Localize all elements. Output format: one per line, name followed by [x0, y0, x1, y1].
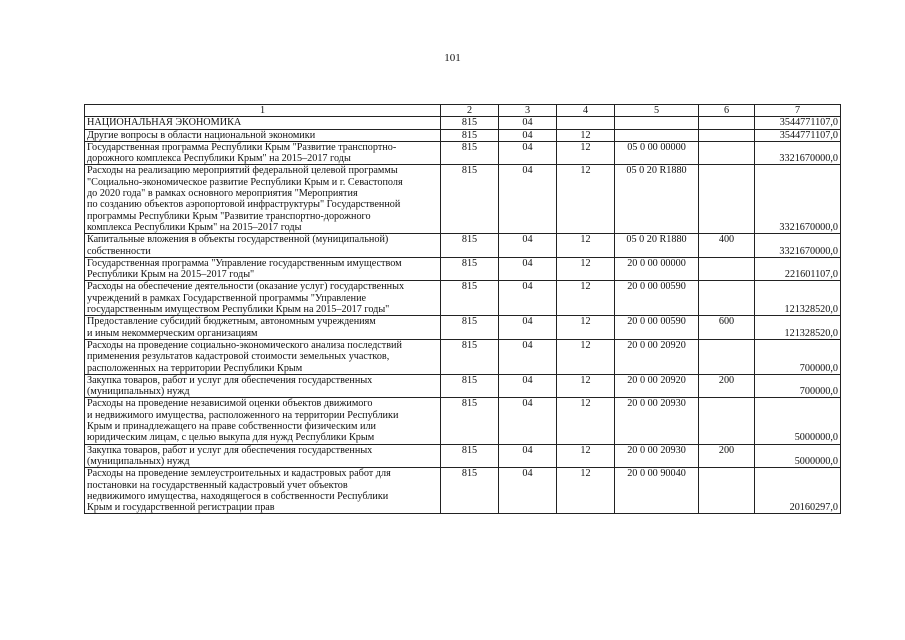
row-c4-cell: 12 — [557, 316, 615, 340]
row-c2-cell: 815 — [441, 374, 499, 398]
row-c3-cell: 04 — [499, 141, 557, 165]
table-row — [85, 257, 841, 281]
header-cell: 2 — [441, 105, 499, 117]
row-c4-cell: 12 — [557, 444, 615, 468]
row-c2-cell: 815 — [441, 444, 499, 468]
row-description-cell: Государственная программа "Управление государственным имуществом Республики Крым на 2015–2017 годы" — [85, 257, 441, 281]
row-c2-cell: 815 — [441, 234, 499, 258]
row-c2-cell: 815 — [441, 165, 499, 234]
header-cell: 4 — [557, 105, 615, 117]
table-row — [85, 468, 841, 514]
row-c4-cell: 12 — [557, 374, 615, 398]
row-c7-cell: 3321670000,0 — [755, 141, 841, 165]
table-row — [85, 129, 841, 141]
row-c6-cell — [699, 468, 755, 514]
row-c6-cell: 600 — [699, 316, 755, 340]
header-cell: 5 — [615, 105, 699, 117]
row-c4-cell: 12 — [557, 281, 615, 316]
header-cell: 3 — [499, 105, 557, 117]
row-c7-cell: 700000,0 — [755, 374, 841, 398]
row-description-cell: Расходы на проведение социально-экономического анализа последствий применения результатов кадастровой стоимости земельных участков, расположенных на территории Республики Крым — [85, 339, 441, 374]
table-row — [85, 117, 841, 129]
row-c5-cell: 20 0 00 00000 — [615, 257, 699, 281]
row-c7-cell: 121328520,0 — [755, 316, 841, 340]
table-row — [85, 316, 841, 340]
row-description-cell: Расходы на проведение землеустроительных и кадастровых работ для постановки на государственный кадастровый учет объектов недвижимого имущества, находящегося в собственности Республики Крым и государственной регистрации прав — [85, 468, 441, 514]
row-c2-cell: 815 — [441, 117, 499, 129]
row-c5-cell: 05 0 20 R1880 — [615, 234, 699, 258]
row-c7-cell: 3321670000,0 — [755, 165, 841, 234]
row-c2-cell: 815 — [441, 141, 499, 165]
row-c7-cell: 3544771107,0 — [755, 117, 841, 129]
row-c3-cell: 04 — [499, 468, 557, 514]
row-c6-cell: 200 — [699, 374, 755, 398]
row-c7-cell: 700000,0 — [755, 339, 841, 374]
row-c7-cell: 3321670000,0 — [755, 234, 841, 258]
row-c3-cell: 04 — [499, 117, 557, 129]
row-c4-cell — [557, 117, 615, 129]
row-c2-cell: 815 — [441, 281, 499, 316]
row-c5-cell: 05 0 20 R1880 — [615, 165, 699, 234]
row-c2-cell: 815 — [441, 316, 499, 340]
header-cell: 7 — [755, 105, 841, 117]
row-c2-cell: 815 — [441, 398, 499, 444]
table-row — [85, 398, 841, 444]
row-c6-cell — [699, 129, 755, 141]
row-description-cell: Предоставление субсидий бюджетным, автономным учреждениям и иным некоммерческим организациям — [85, 316, 441, 340]
row-c2-cell: 815 — [441, 468, 499, 514]
row-c6-cell: 200 — [699, 444, 755, 468]
row-c4-cell: 12 — [557, 468, 615, 514]
row-c6-cell — [699, 281, 755, 316]
row-description-cell: Расходы на реализацию мероприятий федеральной целевой программы "Социально-экономическое развитие Республики Крым и г. Севастополя до 2020 года" в рамках основного мероприятия "Мероприятия по созданию объектов аэропортовой инфраструктуры" Государственной программы Республики Крым "Развитие транспортно-дорожного комплекса Республики Крым" на 2015–2017 годы — [85, 165, 441, 234]
row-c2-cell: 815 — [441, 257, 499, 281]
row-c5-cell: 20 0 00 20930 — [615, 398, 699, 444]
row-c5-cell: 20 0 00 20920 — [615, 339, 699, 374]
row-c5-cell: 05 0 00 00000 — [615, 141, 699, 165]
row-c5-cell: 20 0 00 20930 — [615, 444, 699, 468]
budget-table — [84, 104, 841, 514]
row-c5-cell — [615, 117, 699, 129]
row-c7-cell: 121328520,0 — [755, 281, 841, 316]
table-header-row — [85, 105, 841, 117]
row-c6-cell — [699, 117, 755, 129]
row-c3-cell: 04 — [499, 129, 557, 141]
row-c5-cell: 20 0 00 00590 — [615, 316, 699, 340]
row-c7-cell: 20160297,0 — [755, 468, 841, 514]
row-c4-cell: 12 — [557, 398, 615, 444]
row-c6-cell: 400 — [699, 234, 755, 258]
row-c3-cell: 04 — [499, 398, 557, 444]
row-c6-cell — [699, 165, 755, 234]
row-c3-cell: 04 — [499, 316, 557, 340]
row-description-cell: Другие вопросы в области национальной экономики — [85, 129, 441, 141]
row-c4-cell: 12 — [557, 234, 615, 258]
table-row — [85, 281, 841, 316]
table-row — [85, 374, 841, 398]
row-description-cell: Расходы на обеспечение деятельности (оказание услуг) государственных учреждений в рамках Государственной программы "Управление государственным имуществом Республики Крым на 2015–2017 годы" — [85, 281, 441, 316]
table-row — [85, 165, 841, 234]
row-c4-cell: 12 — [557, 165, 615, 234]
row-c2-cell: 815 — [441, 129, 499, 141]
row-c7-cell: 5000000,0 — [755, 444, 841, 468]
row-c5-cell: 20 0 00 20920 — [615, 374, 699, 398]
header-cell: 1 — [85, 105, 441, 117]
row-c3-cell: 04 — [499, 444, 557, 468]
row-c5-cell — [615, 129, 699, 141]
row-c3-cell: 04 — [499, 257, 557, 281]
row-c3-cell: 04 — [499, 165, 557, 234]
row-c2-cell: 815 — [441, 339, 499, 374]
row-description-cell: Расходы на проведение независимой оценки объектов движимого и недвижимого имущества, расположенного на территории Республики Крым и принадлежащего на праве собственности физическим или юридическим лицам, с целью выкупа для нужд Республики Крым — [85, 398, 441, 444]
row-description-cell: НАЦИОНАЛЬНАЯ ЭКОНОМИКА — [85, 117, 441, 129]
row-c6-cell — [699, 339, 755, 374]
row-c3-cell: 04 — [499, 234, 557, 258]
table-row — [85, 339, 841, 374]
row-c4-cell: 12 — [557, 257, 615, 281]
row-description-cell: Закупка товаров, работ и услуг для обеспечения государственных (муниципальных) нужд — [85, 374, 441, 398]
row-c6-cell — [699, 398, 755, 444]
row-c7-cell: 3544771107,0 — [755, 129, 841, 141]
row-c4-cell: 12 — [557, 129, 615, 141]
row-description-cell: Закупка товаров, работ и услуг для обеспечения государственных (муниципальных) нужд — [85, 444, 441, 468]
row-description-cell: Капитальные вложения в объекты государственной (муниципальной) собственности — [85, 234, 441, 258]
row-c6-cell — [699, 141, 755, 165]
table-row — [85, 444, 841, 468]
table-row — [85, 234, 841, 258]
row-c4-cell: 12 — [557, 141, 615, 165]
row-description-cell: Государственная программа Республики Крым "Развитие транспортно- дорожного комплекса Республики Крым" на 2015–2017 годы — [85, 141, 441, 165]
row-c7-cell: 5000000,0 — [755, 398, 841, 444]
row-c3-cell: 04 — [499, 281, 557, 316]
row-c7-cell: 221601107,0 — [755, 257, 841, 281]
row-c6-cell — [699, 257, 755, 281]
row-c5-cell: 20 0 00 00590 — [615, 281, 699, 316]
row-c4-cell: 12 — [557, 339, 615, 374]
table-row — [85, 141, 841, 165]
page-number: 101 — [444, 52, 461, 64]
row-c5-cell: 20 0 00 90040 — [615, 468, 699, 514]
row-c3-cell: 04 — [499, 374, 557, 398]
row-c3-cell: 04 — [499, 339, 557, 374]
header-cell: 6 — [699, 105, 755, 117]
